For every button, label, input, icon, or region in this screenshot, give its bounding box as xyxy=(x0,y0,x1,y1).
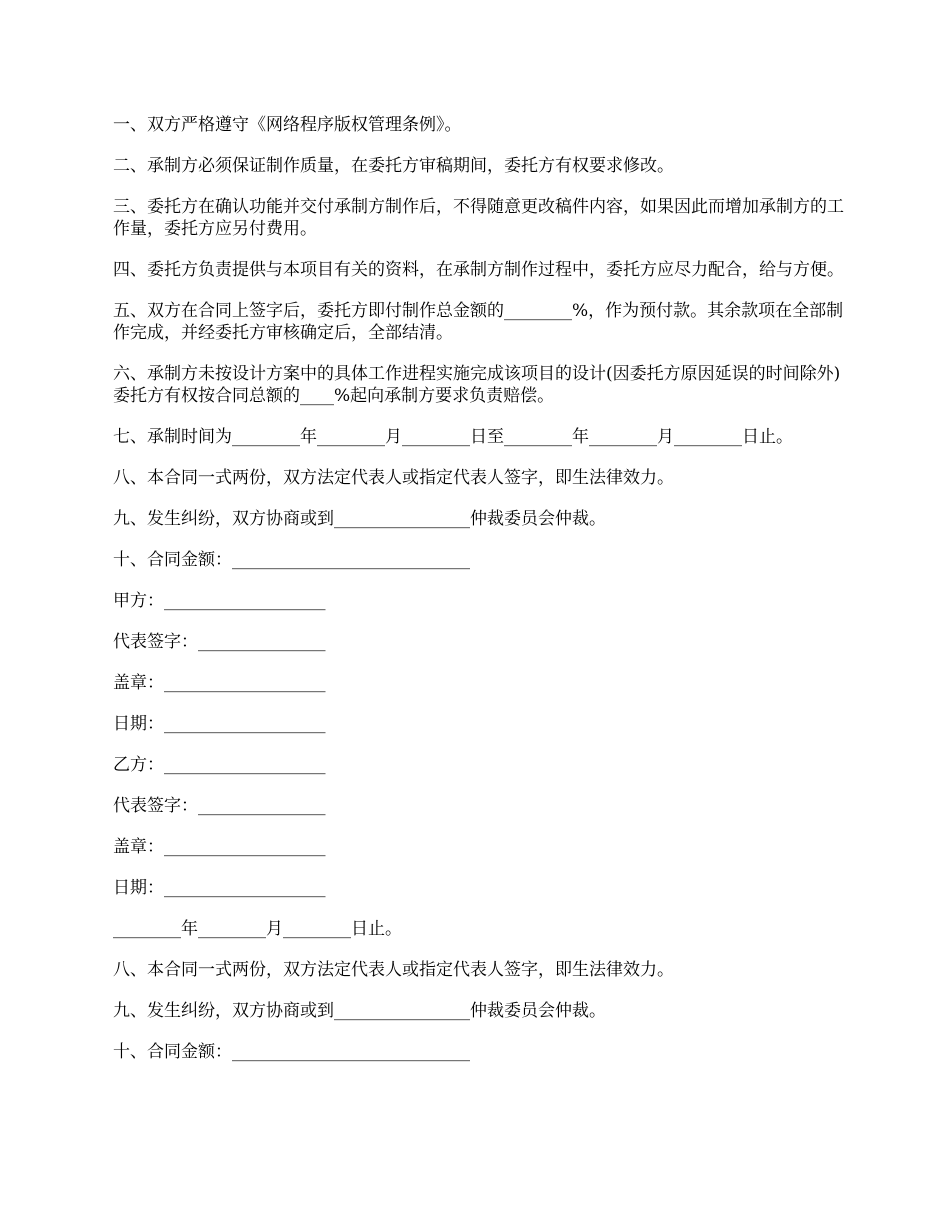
party-a-rep-signature: 代表签字：_______________ xyxy=(113,632,326,652)
party-a-date: 日期：___________________ xyxy=(113,714,326,734)
party-a-seal: 盖章：___________________ xyxy=(113,673,326,693)
clause-6: 六、承制方未按设计方案中的具体工作进程实施完成该项目的设计(因委托方原因延误的时间除外)委托方有权按合同总额的____%起向承制方要求负责赔偿。 xyxy=(113,364,841,406)
clause-9: 九、发生纠纷，双方协商或到________________仲裁委员会仲裁。 xyxy=(113,509,606,529)
repeat-date-end: ________年________月________日止。 xyxy=(113,919,402,939)
party-b-rep-signature: 代表签字：_______________ xyxy=(113,796,326,816)
clause-2: 二、承制方必须保证制作质量，在委托方审稿期间，委托方有权要求修改。 xyxy=(113,156,674,176)
party-b-date: 日期：___________________ xyxy=(113,878,326,898)
contract-page xyxy=(113,114,848,1082)
clause-7: 七、承制时间为________年________月________日至________年________月________日止。 xyxy=(113,427,793,447)
clause-8: 八、本合同一式两份，双方法定代表人或指定代表人签字，即生法律效力。 xyxy=(113,468,674,488)
clause-10: 十、合同金额：____________________________ xyxy=(113,550,470,570)
party-b-name: 乙方：___________________ xyxy=(113,755,326,775)
party-a-name: 甲方：___________________ xyxy=(113,591,326,611)
clause-3: 三、委托方在确认功能并交付承制方制作后，不得随意更改稿件内容，如果因此而增加承制方的工作量，委托方应另付费用。 xyxy=(113,197,844,239)
party-b-seal: 盖章：___________________ xyxy=(113,837,326,857)
clause-5: 五、双方在合同上签字后，委托方即付制作总金额的________%，作为预付款。其余款项在全部制作完成，并经委托方审核确定后，全部结清。 xyxy=(113,301,844,343)
clause-1: 一、双方严格遵守《网络程序版权管理条例》。 xyxy=(113,115,462,135)
repeat-clause-9: 九、发生纠纷，双方协商或到________________仲裁委员会仲裁。 xyxy=(113,1001,606,1021)
clause-4: 四、委托方负责提供与本项目有关的资料，在承制方制作过程中，委托方应尽力配合，给与方便。 xyxy=(113,260,844,280)
repeat-clause-8: 八、本合同一式两份，双方法定代表人或指定代表人签字，即生法律效力。 xyxy=(113,960,674,980)
repeat-clause-10: 十、合同金额：____________________________ xyxy=(113,1042,470,1062)
